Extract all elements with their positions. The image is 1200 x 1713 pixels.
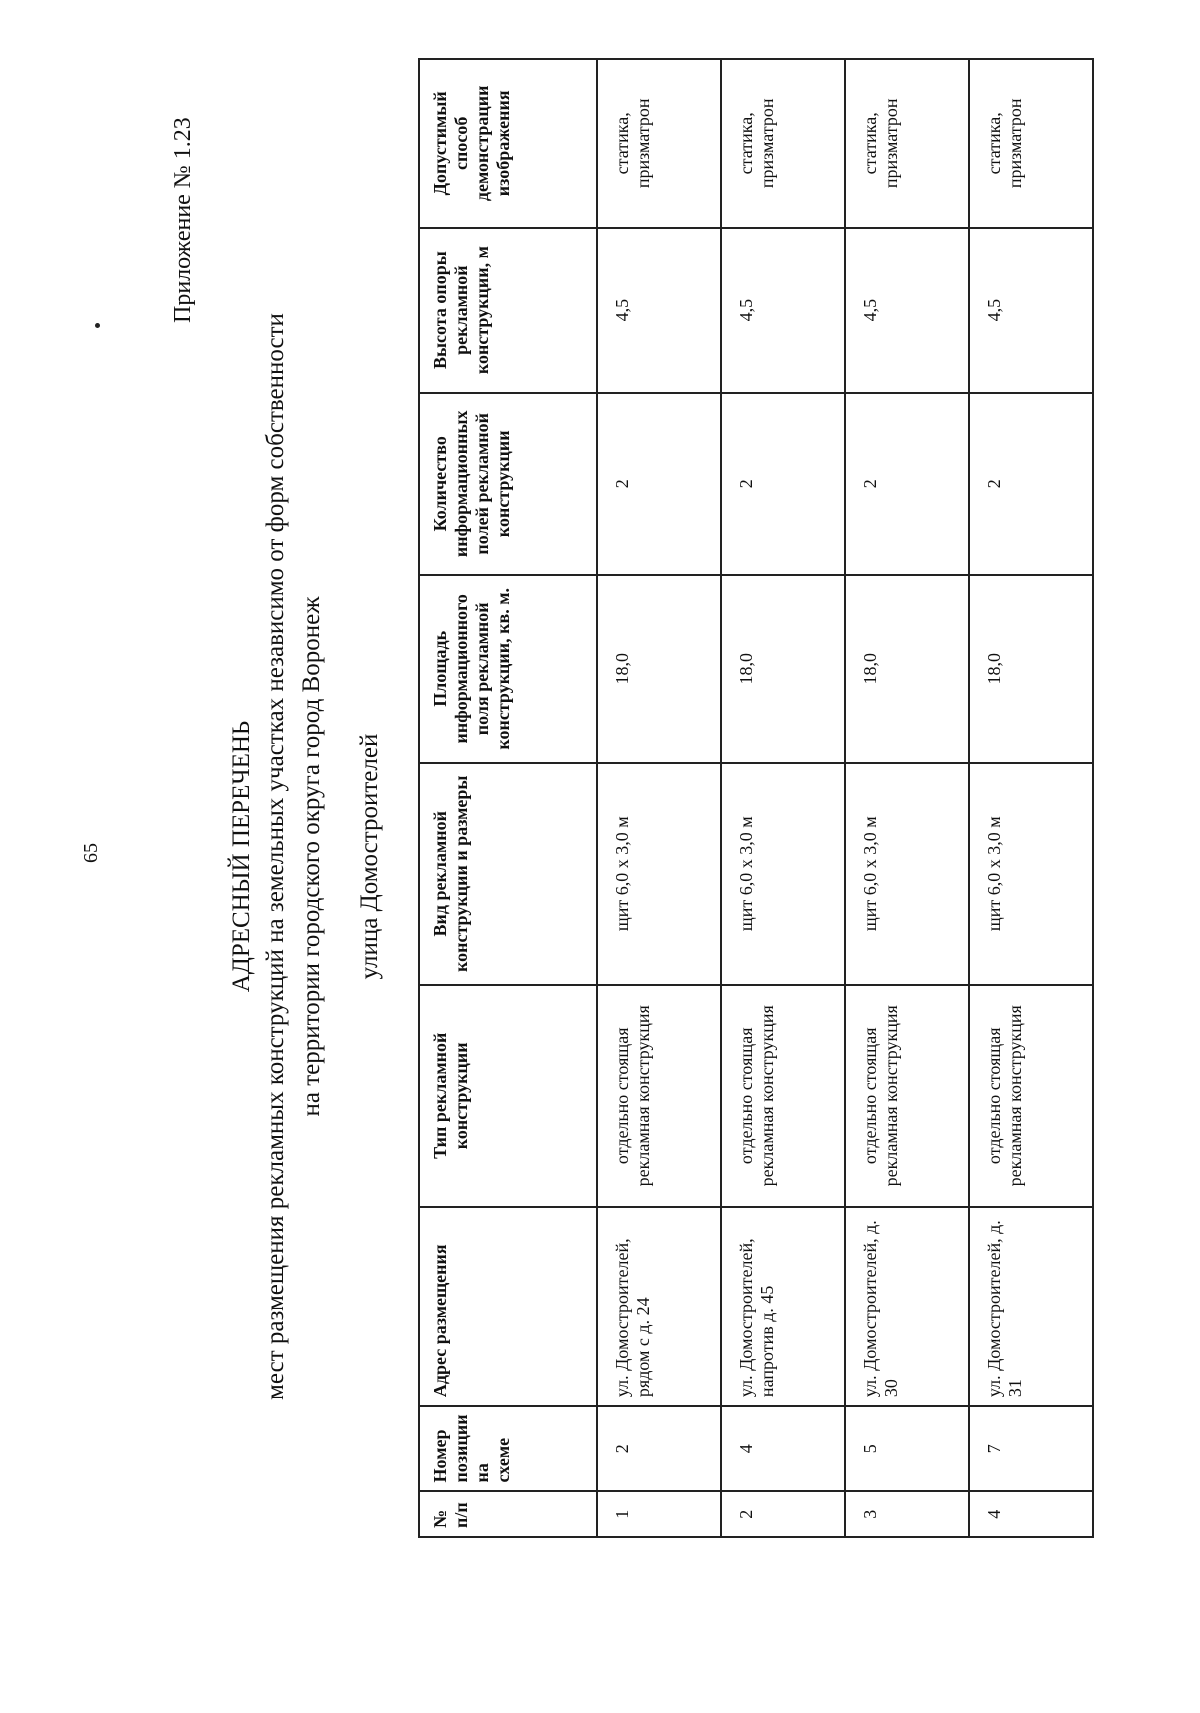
table-cell: щит 6,0 х 3,0 м xyxy=(845,763,969,985)
header-cell: № п/п xyxy=(419,1491,597,1537)
table-cell: отдельно стоящая рекламная конструкция xyxy=(969,985,1093,1207)
header-cell: Площадь информационного поля рекламной конструкции, кв. м. xyxy=(419,575,597,763)
table-header-row xyxy=(419,59,597,1537)
table-cell: ул. Домостроителей, д. 31 xyxy=(969,1207,1093,1406)
table-cell: 4 xyxy=(969,1491,1093,1537)
document-title: АДРЕСНЫЙ ПЕРЕЧЕНЬ xyxy=(228,720,255,993)
table-cell: статика, призматрон xyxy=(845,59,969,228)
header-cell: Допустимый способ демонстрации изображения xyxy=(419,59,597,228)
document-subtitle-2: на территории городского округа город Воронеж xyxy=(298,596,325,1117)
table-cell: отдельно стоящая рекламная конструкция xyxy=(597,985,721,1207)
header-cell: Вид рекламной конструкции и размеры xyxy=(419,763,597,985)
street-name: улица Домостроителей xyxy=(356,733,383,980)
table-cell: статика, призматрон xyxy=(969,59,1093,228)
table-cell: 7 xyxy=(969,1406,1093,1491)
scan-dot xyxy=(95,323,100,328)
document-subtitle-1: мест размещения рекламных конструкций на земельных участках независимо от форм собственности xyxy=(262,313,289,1400)
table-cell: щит 6,0 х 3,0 м xyxy=(969,763,1093,985)
table-cell: 4,5 xyxy=(721,228,845,393)
header-cell: Количество информационных полей рекламной конструкции xyxy=(419,393,597,575)
table-cell: 2 xyxy=(721,393,845,575)
table-cell: 2 xyxy=(597,393,721,575)
table-cell: щит 6,0 х 3,0 м xyxy=(721,763,845,985)
table-cell: статика, призматрон xyxy=(597,59,721,228)
table-cell: 18,0 xyxy=(969,575,1093,763)
table-cell: 18,0 xyxy=(845,575,969,763)
table-row xyxy=(721,59,845,1537)
table-cell: щит 6,0 х 3,0 м xyxy=(597,763,721,985)
header-cell: Адрес размещения xyxy=(419,1207,597,1406)
table-cell: 4 xyxy=(721,1406,845,1491)
appendix-label: Приложение № 1.23 xyxy=(170,117,196,323)
table-row xyxy=(845,59,969,1537)
table-cell: 4,5 xyxy=(969,228,1093,393)
table-cell: отдельно стоящая рекламная конструкция xyxy=(721,985,845,1207)
table-cell: 18,0 xyxy=(721,575,845,763)
address-table xyxy=(418,58,1094,1538)
table-cell: 18,0 xyxy=(597,575,721,763)
table-cell: 2 xyxy=(969,393,1093,575)
table-cell: 1 xyxy=(597,1491,721,1537)
table-cell: 2 xyxy=(845,393,969,575)
table-cell: отдельно стоящая рекламная конструкция xyxy=(845,985,969,1207)
table-cell: 4,5 xyxy=(845,228,969,393)
table-row xyxy=(969,59,1093,1537)
table-cell: 2 xyxy=(721,1491,845,1537)
table-cell: ул. Домостроителей, рядом с д. 24 xyxy=(597,1207,721,1406)
table-cell: статика, призматрон xyxy=(721,59,845,228)
table-cell: 5 xyxy=(845,1406,969,1491)
table-row xyxy=(597,59,721,1537)
table-cell: ул. Домостроителей, д. 30 xyxy=(845,1207,969,1406)
table-cell: 3 xyxy=(845,1491,969,1537)
table-cell: ул. Домостроителей, напротив д. 45 xyxy=(721,1207,845,1406)
header-cell: Тип рекламной конструкции xyxy=(419,985,597,1207)
header-cell: Номер позиции на схеме xyxy=(419,1406,597,1491)
page-number: 65 xyxy=(80,843,102,863)
table-cell: 4,5 xyxy=(597,228,721,393)
header-cell: Высота опоры рекламной конструкции, м xyxy=(419,228,597,393)
table-cell: 2 xyxy=(597,1406,721,1491)
